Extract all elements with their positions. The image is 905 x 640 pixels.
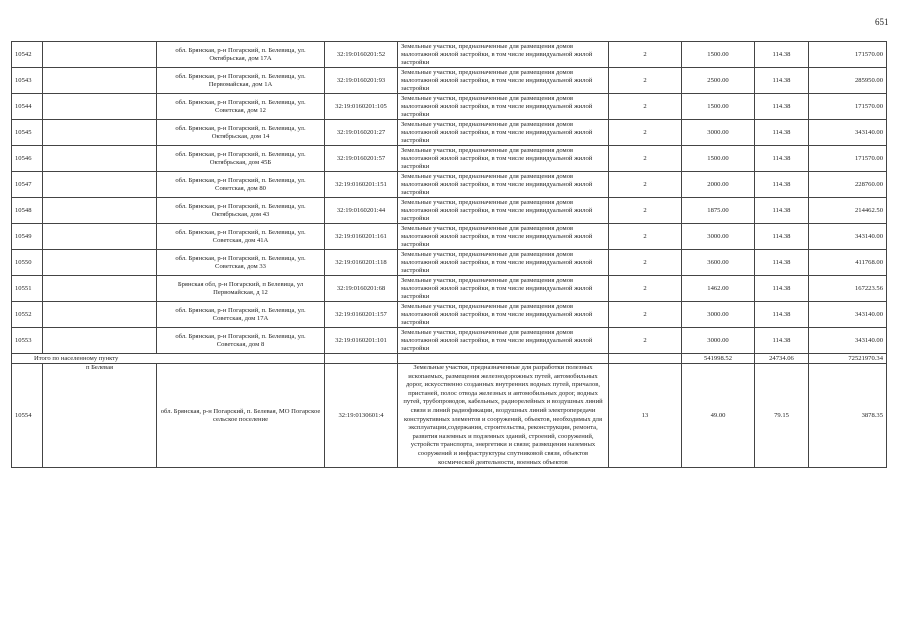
- row-rate: 79.15: [755, 364, 809, 468]
- table-row: [12, 68, 887, 94]
- row-value: 171570.00: [809, 42, 887, 68]
- row-blank: [43, 276, 157, 302]
- row-address: обл. Брянская, р-н Погарский, п. Белевица, ул. Октябрьская, дом 14: [157, 120, 325, 146]
- row-id: 10549: [12, 224, 43, 250]
- table-row: [12, 364, 887, 468]
- row-land-use: Земельные участки, предназначенные для размещения домов малоэтажной жилой застройки, в том числе индивидуальной жилой застройки: [398, 276, 609, 302]
- row-rate: 114.38: [755, 94, 809, 120]
- row-id: 10554: [12, 364, 43, 468]
- row-cadastral: 32:19:0160201:161: [325, 224, 398, 250]
- row-cadastral: 32:19:0160201:157: [325, 302, 398, 328]
- row-rate: 114.38: [755, 172, 809, 198]
- table-row: [12, 328, 887, 354]
- row-category: 2: [609, 146, 682, 172]
- row-address: обл. Брянская, р-н Погарский, п. Белевица, ул. Октябрьская, дом 45Б: [157, 146, 325, 172]
- row-blank: [43, 172, 157, 198]
- table-row: [12, 42, 887, 68]
- row-address: обл. Брянская, р-н Погарский, п. Белевица, ул. Советская, дом 12: [157, 94, 325, 120]
- row-value: 343140.00: [809, 224, 887, 250]
- row-value: 343140.00: [809, 120, 887, 146]
- row-blank: [43, 250, 157, 276]
- table-row: [12, 146, 887, 172]
- table-row: [12, 172, 887, 198]
- row-rate: 114.38: [755, 68, 809, 94]
- row-cadastral: 32:19:0160201:101: [325, 328, 398, 354]
- row-area: 1462.00: [682, 276, 755, 302]
- table-row: [12, 276, 887, 302]
- row-land-use: Земельные участки, предназначенные для размещения домов малоэтажной жилой застройки, в том числе индивидуальной жилой застройки: [398, 328, 609, 354]
- row-rate: 114.38: [755, 42, 809, 68]
- row-value: 411768.00: [809, 250, 887, 276]
- total-spacer: [325, 354, 398, 364]
- row-blank: [43, 302, 157, 328]
- row-land-use: Земельные участки, предназначенные для размещения домов малоэтажной жилой застройки, в том числе индивидуальной жилой застройки: [398, 68, 609, 94]
- row-area: 1500.00: [682, 94, 755, 120]
- row-category: 2: [609, 120, 682, 146]
- row-blank: [43, 146, 157, 172]
- row-address: обл. Брянская, р-н Погарский, п. Белевица, ул. Советская, дом 80: [157, 172, 325, 198]
- row-address: обл. Брянская, р-н Погарский, п. Белевица, ул. Первомайская, дом 1А: [157, 68, 325, 94]
- row-area: 3000.00: [682, 328, 755, 354]
- row-land-use: Земельные участки, предназначенные для размещения домов малоэтажной жилой застройки, в том числе индивидуальной жилой застройки: [398, 42, 609, 68]
- row-id: 10552: [12, 302, 43, 328]
- total-value: 72521970.34: [809, 354, 887, 364]
- total-area: 541998.52: [682, 354, 755, 364]
- row-category: 2: [609, 42, 682, 68]
- row-cadastral: 32:19:0130601:4: [325, 364, 398, 468]
- row-area: 3000.00: [682, 302, 755, 328]
- table-row: [12, 224, 887, 250]
- row-area: 49.00: [682, 364, 755, 468]
- row-area: 1875.00: [682, 198, 755, 224]
- row-area: 2000.00: [682, 172, 755, 198]
- row-rate: 114.38: [755, 302, 809, 328]
- row-category: 2: [609, 276, 682, 302]
- row-rate: 114.38: [755, 276, 809, 302]
- row-land-use: Земельные участки, предназначенные для размещения домов малоэтажной жилой застройки, в том числе индивидуальной жилой застройки: [398, 172, 609, 198]
- row-blank: [43, 224, 157, 250]
- row-blank: [43, 120, 157, 146]
- row-rate: 114.38: [755, 198, 809, 224]
- row-category: 2: [609, 198, 682, 224]
- row-area: 3000.00: [682, 224, 755, 250]
- row-address: обл. Брянская, р-н Погарский, п. Белевица, ул. Советская, дом 33: [157, 250, 325, 276]
- row-id: 10548: [12, 198, 43, 224]
- row-value: 228760.00: [809, 172, 887, 198]
- total-spacer: [609, 354, 682, 364]
- row-cadastral: 32:19:0160201:44: [325, 198, 398, 224]
- row-rate: 114.38: [755, 120, 809, 146]
- row-area: 3000.00: [682, 120, 755, 146]
- row-cadastral: 32:19:0160201:57: [325, 146, 398, 172]
- row-land-use: Земельные участки, предназначенные для размещения домов малоэтажной жилой застройки, в том числе индивидуальной жилой застройки: [398, 224, 609, 250]
- land-registry-table: [11, 41, 887, 468]
- row-address: обл. Брянская, р-н Погарский, п. Белевица, ул. Октябрьская, дом 43: [157, 198, 325, 224]
- row-cadastral: 32:19:0160201:27: [325, 120, 398, 146]
- row-address: обл. Брянская, р-н Погарский, п. Белевая, МО Погарское сельское поселение: [157, 364, 325, 468]
- total-spacer: [398, 354, 609, 364]
- row-address: обл. Брянская, р-н Погарский, п. Белевица, ул. Советская, дом 41А: [157, 224, 325, 250]
- row-area: 2500.00: [682, 68, 755, 94]
- row-rate: 114.38: [755, 328, 809, 354]
- row-id: 10551: [12, 276, 43, 302]
- total-row: [12, 354, 887, 364]
- row-land-use: Земельные участки, предназначенные для разработки полезных ископаемых, размещения железнодорожных путей, автомобильных дорог, искусственно созданных внутренних водных путей, причалов, пристаней, полос отвода железных и автомобильных дорог, водных путей, трубопроводов, кабельных, радиорелейных и воздушных линий связи и линий радиофикации, воздушных линий электропередачи конструктивных элементов и сооружений, объектов, необходимых для эксплуатации,содержания, строительства, реконструкции, ремонта, развития наземных и подземных зданий, строений, сооружений, устройств транспорта, энергетики и связи; размещения наземных сооружений и инфраструктуры спутниковой связи, объектов космической деятельности, военных объектов: [398, 364, 609, 468]
- table-row: [12, 120, 887, 146]
- row-category: 2: [609, 94, 682, 120]
- row-address: обл. Брянская, р-н Погарский, п. Белевица, ул. Советская, дом 8: [157, 328, 325, 354]
- page-number: 651: [875, 17, 889, 27]
- row-id: 10546: [12, 146, 43, 172]
- row-blank: [43, 94, 157, 120]
- row-value: 343140.00: [809, 328, 887, 354]
- table-row: [12, 94, 887, 120]
- row-category: 2: [609, 250, 682, 276]
- table-body: [12, 42, 887, 354]
- row-rate: 114.38: [755, 224, 809, 250]
- row-value: 171570.00: [809, 146, 887, 172]
- row-id: 10542: [12, 42, 43, 68]
- row-cadastral: 32:19:0160201:52: [325, 42, 398, 68]
- row-id: 10545: [12, 120, 43, 146]
- row-value: 343140.00: [809, 302, 887, 328]
- row-address: обл. Брянская, р-н Погарский, п. Белевица, ул. Советская, дом 17А: [157, 302, 325, 328]
- table-row: [12, 198, 887, 224]
- row-category: 2: [609, 302, 682, 328]
- row-category: 2: [609, 68, 682, 94]
- locality-label: п Белевая: [43, 364, 157, 468]
- row-land-use: Земельные участки, предназначенные для размещения домов малоэтажной жилой застройки, в том числе индивидуальной жилой застройки: [398, 198, 609, 224]
- row-cadastral: 32:19:0160201:118: [325, 250, 398, 276]
- row-category: 2: [609, 328, 682, 354]
- row-area: 3600.00: [682, 250, 755, 276]
- row-value: 171570.00: [809, 94, 887, 120]
- row-land-use: Земельные участки, предназначенные для размещения домов малоэтажной жилой застройки, в том числе индивидуальной жилой застройки: [398, 146, 609, 172]
- table-row: [12, 302, 887, 328]
- row-land-use: Земельные участки, предназначенные для размещения домов малоэтажной жилой застройки, в том числе индивидуальной жилой застройки: [398, 302, 609, 328]
- row-area: 1500.00: [682, 146, 755, 172]
- row-value: 214462.50: [809, 198, 887, 224]
- row-blank: [43, 328, 157, 354]
- row-id: 10553: [12, 328, 43, 354]
- row-id: 10547: [12, 172, 43, 198]
- row-category: 2: [609, 172, 682, 198]
- row-cadastral: 32:19:0160201:93: [325, 68, 398, 94]
- row-blank: [43, 68, 157, 94]
- row-blank: [43, 198, 157, 224]
- row-land-use: Земельные участки, предназначенные для размещения домов малоэтажной жилой застройки, в том числе индивидуальной жилой застройки: [398, 94, 609, 120]
- row-value: 285950.00: [809, 68, 887, 94]
- row-value: 167223.56: [809, 276, 887, 302]
- row-address: Брянская обл, р-н Погарский, п Белевица, ул Первомайская, д 12: [157, 276, 325, 302]
- row-id: 10544: [12, 94, 43, 120]
- row-blank: [43, 42, 157, 68]
- row-land-use: Земельные участки, предназначенные для размещения домов малоэтажной жилой застройки, в том числе индивидуальной жилой застройки: [398, 250, 609, 276]
- total-label: Итого по населенному пункту: [12, 354, 325, 364]
- row-id: 10543: [12, 68, 43, 94]
- row-cadastral: 32:19:0160201:68: [325, 276, 398, 302]
- total-rate: 24734.06: [755, 354, 809, 364]
- row-id: 10550: [12, 250, 43, 276]
- table-row: [12, 250, 887, 276]
- row-rate: 114.38: [755, 146, 809, 172]
- row-land-use: Земельные участки, предназначенные для размещения домов малоэтажной жилой застройки, в том числе индивидуальной жилой застройки: [398, 120, 609, 146]
- row-cadastral: 32:19:0160201:105: [325, 94, 398, 120]
- row-cadastral: 32:19:0160201:151: [325, 172, 398, 198]
- row-address: обл. Брянская, р-н Погарский, п. Белевица, ул. Октябрьская, дом 17А: [157, 42, 325, 68]
- row-rate: 114.38: [755, 250, 809, 276]
- row-area: 1500.00: [682, 42, 755, 68]
- row-category: 13: [609, 364, 682, 468]
- row-category: 2: [609, 224, 682, 250]
- row-value: 3878.35: [809, 364, 887, 468]
